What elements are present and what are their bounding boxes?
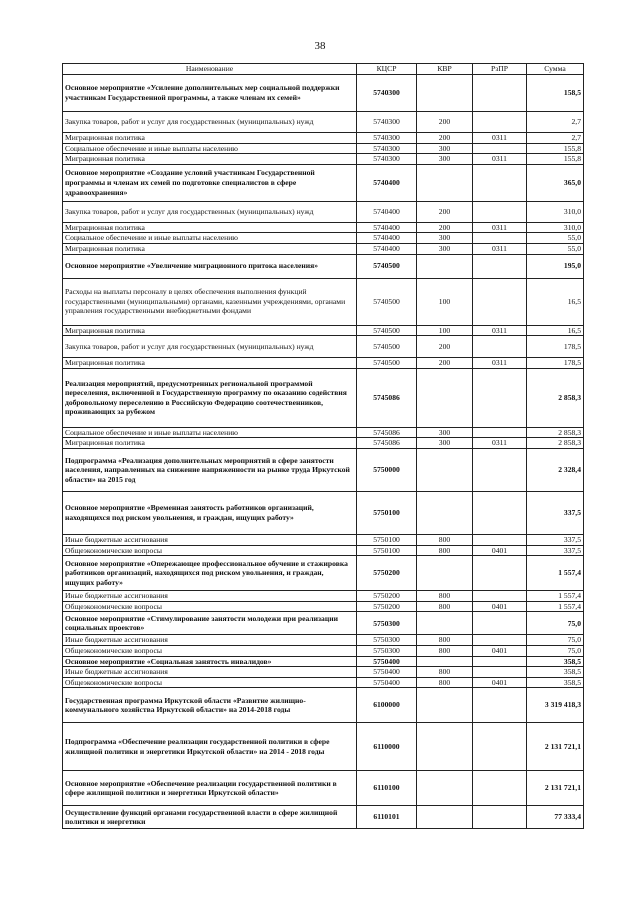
row-rzpr	[473, 556, 527, 591]
row-kcsr: 5745086	[357, 438, 417, 449]
row-rzpr: 0401	[473, 645, 527, 656]
row-kcsr: 5750100	[357, 534, 417, 545]
table-row	[63, 368, 584, 427]
row-kvr: 300	[417, 243, 473, 254]
row-kvr: 300	[417, 143, 473, 154]
row-name: Закупка товаров, работ и услуг для государственных (муниципальных) нужд	[63, 112, 357, 133]
row-kcsr: 5740500	[357, 254, 417, 278]
table-row	[63, 358, 584, 369]
table-row	[63, 688, 584, 723]
row-sum: 2,7	[527, 112, 584, 133]
row-kcsr: 5740400	[357, 201, 417, 222]
row-sum: 1 557,4	[527, 556, 584, 591]
row-rzpr: 0401	[473, 545, 527, 556]
row-name: Социальное обеспечение и иные выплаты населению	[63, 427, 357, 438]
row-kvr	[417, 254, 473, 278]
row-name: Основное мероприятие «Стимулирование занятости молодежи при реализации социальных проектов»	[63, 612, 357, 635]
row-sum: 2 328,4	[527, 448, 584, 491]
row-name: Миграционная политика	[63, 358, 357, 369]
row-kvr	[417, 556, 473, 591]
row-kcsr: 5750300	[357, 645, 417, 656]
row-rzpr: 0311	[473, 133, 527, 144]
row-name: Подпрограмма «Реализация дополнительных мероприятий в сфере занятости населения, направленных на снижение напряженности на рынке труда Иркутской области» на 2015 год	[63, 448, 357, 491]
header-sum: Сумма	[527, 64, 584, 75]
row-kcsr: 5740400	[357, 164, 417, 201]
row-name: Миграционная политика	[63, 243, 357, 254]
table-row	[63, 667, 584, 678]
row-sum: 75,0	[527, 645, 584, 656]
row-kvr	[417, 771, 473, 806]
row-name: Основное мероприятие «Создание условий участникам Государственной программы и членам их семей по подготовке специалистов в сфере здравоохранения»	[63, 164, 357, 201]
row-name: Общеэкономические вопросы	[63, 545, 357, 556]
row-kvr: 800	[417, 591, 473, 602]
row-sum: 310,0	[527, 222, 584, 233]
row-rzpr	[473, 427, 527, 438]
row-sum: 337,5	[527, 534, 584, 545]
row-kvr: 800	[417, 601, 473, 612]
row-rzpr	[473, 112, 527, 133]
row-kvr	[417, 612, 473, 635]
row-rzpr	[473, 336, 527, 358]
row-kvr	[417, 491, 473, 534]
row-rzpr	[473, 368, 527, 427]
row-kcsr: 5740500	[357, 336, 417, 358]
row-kcsr: 5745086	[357, 368, 417, 427]
table-row	[63, 656, 584, 667]
row-sum: 75,0	[527, 635, 584, 646]
row-kcsr: 5740300	[357, 133, 417, 144]
row-name: Общеэкономические вопросы	[63, 601, 357, 612]
row-kcsr: 5750100	[357, 491, 417, 534]
table-row	[63, 635, 584, 646]
row-kvr	[417, 368, 473, 427]
row-sum: 1 557,4	[527, 601, 584, 612]
row-kvr	[417, 723, 473, 771]
row-rzpr: 0311	[473, 222, 527, 233]
header-kcsr: КЦСР	[357, 64, 417, 75]
table-row	[63, 591, 584, 602]
row-rzpr	[473, 806, 527, 829]
row-name: Основное мероприятие «Увеличение миграционного притока населения»	[63, 254, 357, 278]
row-rzpr	[473, 201, 527, 222]
row-kcsr: 5750200	[357, 556, 417, 591]
row-sum: 155,8	[527, 154, 584, 165]
table-header-row	[63, 64, 584, 75]
row-name: Иные бюджетные ассигнования	[63, 667, 357, 678]
table-row	[63, 545, 584, 556]
table-row	[63, 201, 584, 222]
row-kvr: 200	[417, 358, 473, 369]
row-kvr	[417, 806, 473, 829]
table-row	[63, 75, 584, 112]
row-kcsr: 5740300	[357, 75, 417, 112]
row-kcsr: 5740300	[357, 112, 417, 133]
row-name: Миграционная политика	[63, 325, 357, 336]
table-row	[63, 723, 584, 771]
page-number: 38	[314, 40, 326, 52]
row-rzpr: 0311	[473, 243, 527, 254]
row-rzpr	[473, 688, 527, 723]
row-sum: 16,5	[527, 325, 584, 336]
table-row	[63, 448, 584, 491]
row-kvr: 100	[417, 325, 473, 336]
row-rzpr	[473, 164, 527, 201]
row-sum: 3 319 418,3	[527, 688, 584, 723]
table-row	[63, 143, 584, 154]
row-kcsr: 5750300	[357, 635, 417, 646]
row-sum: 310,0	[527, 201, 584, 222]
row-sum: 2 131 721,1	[527, 771, 584, 806]
row-rzpr	[473, 75, 527, 112]
table-row	[63, 534, 584, 545]
row-kcsr: 5740400	[357, 222, 417, 233]
row-rzpr: 0401	[473, 677, 527, 688]
row-kvr: 200	[417, 112, 473, 133]
table-row	[63, 233, 584, 244]
row-sum: 75,0	[527, 612, 584, 635]
table-row	[63, 243, 584, 254]
row-rzpr: 0311	[473, 325, 527, 336]
row-kcsr: 5750200	[357, 591, 417, 602]
row-sum: 195,0	[527, 254, 584, 278]
table-row	[63, 771, 584, 806]
row-rzpr: 0311	[473, 154, 527, 165]
row-sum: 55,0	[527, 243, 584, 254]
row-name: Основное мероприятие «Временная занятость работников организаций, находящихся под риском увольнения, и граждан, ищущих работу»	[63, 491, 357, 534]
row-kvr: 800	[417, 635, 473, 646]
row-kvr	[417, 656, 473, 667]
row-kvr	[417, 688, 473, 723]
row-rzpr	[473, 254, 527, 278]
row-kcsr: 5750400	[357, 667, 417, 678]
row-name: Расходы на выплаты персоналу в целях обеспечения выполнения функций государственными (муниципальными) органами, казенными учреждениями, органами управления государственными внебюджетными фондами	[63, 278, 357, 325]
row-sum: 55,0	[527, 233, 584, 244]
row-kvr: 200	[417, 336, 473, 358]
row-sum: 178,5	[527, 358, 584, 369]
table-row	[63, 254, 584, 278]
row-name: Осуществление функций органами государственной власти в сфере жилищной политики и энергетики	[63, 806, 357, 829]
row-kcsr: 5740300	[357, 154, 417, 165]
row-name: Социальное обеспечение и иные выплаты населению	[63, 233, 357, 244]
row-kvr: 300	[417, 154, 473, 165]
table-row	[63, 336, 584, 358]
row-kvr: 800	[417, 645, 473, 656]
row-kcsr: 5750400	[357, 656, 417, 667]
row-name: Реализация мероприятий, предусмотренных региональной программой переселения, включенной в Государственную программу по оказанию содействия добровольному переселению в Российскую Федерацию соотечественников, проживающих за рубежом	[63, 368, 357, 427]
row-sum: 178,5	[527, 336, 584, 358]
row-rzpr	[473, 143, 527, 154]
row-name: Общеэкономические вопросы	[63, 677, 357, 688]
row-kcsr: 5750000	[357, 448, 417, 491]
table-row	[63, 612, 584, 635]
table-row	[63, 222, 584, 233]
row-name: Иные бюджетные ассигнования	[63, 635, 357, 646]
row-kvr: 200	[417, 222, 473, 233]
row-kcsr: 6100000	[357, 688, 417, 723]
row-rzpr	[473, 591, 527, 602]
row-sum: 358,5	[527, 667, 584, 678]
row-sum: 2 131 721,1	[527, 723, 584, 771]
row-kcsr: 5745086	[357, 427, 417, 438]
row-name: Миграционная политика	[63, 438, 357, 449]
table-row	[63, 491, 584, 534]
row-name: Иные бюджетные ассигнования	[63, 534, 357, 545]
row-kcsr: 5750100	[357, 545, 417, 556]
row-kcsr: 5740400	[357, 233, 417, 244]
row-sum: 337,5	[527, 491, 584, 534]
row-kvr: 800	[417, 534, 473, 545]
row-kvr: 300	[417, 233, 473, 244]
row-kvr: 200	[417, 201, 473, 222]
table-row	[63, 112, 584, 133]
table-row	[63, 556, 584, 591]
row-sum: 2 858,3	[527, 438, 584, 449]
row-kvr: 100	[417, 278, 473, 325]
row-sum: 358,5	[527, 656, 584, 667]
row-kvr: 300	[417, 427, 473, 438]
row-kcsr: 5750300	[357, 612, 417, 635]
row-rzpr: 0311	[473, 358, 527, 369]
row-rzpr	[473, 771, 527, 806]
row-rzpr	[473, 233, 527, 244]
row-name: Общеэкономические вопросы	[63, 645, 357, 656]
row-sum: 337,5	[527, 545, 584, 556]
row-kcsr: 5750400	[357, 677, 417, 688]
table-row	[63, 601, 584, 612]
header-kvr: КВР	[417, 64, 473, 75]
row-name: Закупка товаров, работ и услуг для государственных (муниципальных) нужд	[63, 201, 357, 222]
row-kcsr: 5740400	[357, 243, 417, 254]
table-row	[63, 325, 584, 336]
table-row	[63, 427, 584, 438]
row-name: Миграционная политика	[63, 133, 357, 144]
row-sum: 77 333,4	[527, 806, 584, 829]
row-sum: 158,5	[527, 75, 584, 112]
table-body	[63, 75, 584, 829]
row-rzpr: 0311	[473, 438, 527, 449]
row-sum: 2 858,3	[527, 368, 584, 427]
row-sum: 155,8	[527, 143, 584, 154]
row-kcsr: 5740500	[357, 278, 417, 325]
row-kcsr: 5740300	[357, 143, 417, 154]
row-rzpr: 0401	[473, 601, 527, 612]
row-name: Социальное обеспечение и иные выплаты населению	[63, 143, 357, 154]
row-rzpr	[473, 491, 527, 534]
table-row	[63, 645, 584, 656]
row-kvr: 800	[417, 667, 473, 678]
row-kvr: 200	[417, 133, 473, 144]
row-name: Основное мероприятие «Социальная занятость инвалидов»	[63, 656, 357, 667]
table-row	[63, 133, 584, 144]
row-rzpr	[473, 448, 527, 491]
row-sum: 358,5	[527, 677, 584, 688]
row-sum: 2,7	[527, 133, 584, 144]
row-name: Государственная программа Иркутской области «Развитие жилищно-коммунального хозяйства Иркутской области» на 2014-2018 годы	[63, 688, 357, 723]
table-row	[63, 278, 584, 325]
row-kcsr: 6110000	[357, 723, 417, 771]
row-rzpr	[473, 723, 527, 771]
row-rzpr	[473, 612, 527, 635]
row-kvr	[417, 164, 473, 201]
row-kvr	[417, 448, 473, 491]
row-kvr: 800	[417, 677, 473, 688]
row-sum: 2 858,3	[527, 427, 584, 438]
row-name: Основное мероприятие «Опережающее профессиональное обучение и стажировка работников организаций, находящихся под риском увольнения, и граждан, ищущих работу»	[63, 556, 357, 591]
header-rzpr: РзПР	[473, 64, 527, 75]
row-rzpr	[473, 667, 527, 678]
table-row	[63, 164, 584, 201]
row-rzpr	[473, 534, 527, 545]
row-sum: 16,5	[527, 278, 584, 325]
header-name: Наименование	[63, 64, 357, 75]
row-sum: 1 557,4	[527, 591, 584, 602]
row-kcsr: 5750200	[357, 601, 417, 612]
table-row	[63, 677, 584, 688]
row-name: Закупка товаров, работ и услуг для государственных (муниципальных) нужд	[63, 336, 357, 358]
table-row	[63, 806, 584, 829]
row-rzpr	[473, 278, 527, 325]
budget-table	[62, 63, 584, 829]
row-name: Миграционная политика	[63, 154, 357, 165]
table-row	[63, 438, 584, 449]
table-row	[63, 154, 584, 165]
row-kvr: 800	[417, 545, 473, 556]
row-name: Основное мероприятие «Усиление дополнительных мер социальной поддержки участникам Государственной программы, а также членам их семей»	[63, 75, 357, 112]
row-sum: 365,0	[527, 164, 584, 201]
row-kcsr: 5740500	[357, 325, 417, 336]
row-kcsr: 6110101	[357, 806, 417, 829]
row-name: Миграционная политика	[63, 222, 357, 233]
row-name: Основное мероприятие «Обеспечение реализации государственной политики в сфере жилищной политики и энергетики Иркутской области»	[63, 771, 357, 806]
row-kvr	[417, 75, 473, 112]
row-name: Иные бюджетные ассигнования	[63, 591, 357, 602]
row-rzpr	[473, 635, 527, 646]
row-kcsr: 5740500	[357, 358, 417, 369]
row-kvr: 300	[417, 438, 473, 449]
row-name: Подпрограмма «Обеспечение реализации государственной политики в сфере жилищной политики и энергетики Иркутской области» на 2014 - 2018 годы	[63, 723, 357, 771]
row-rzpr	[473, 656, 527, 667]
row-kcsr: 6110100	[357, 771, 417, 806]
